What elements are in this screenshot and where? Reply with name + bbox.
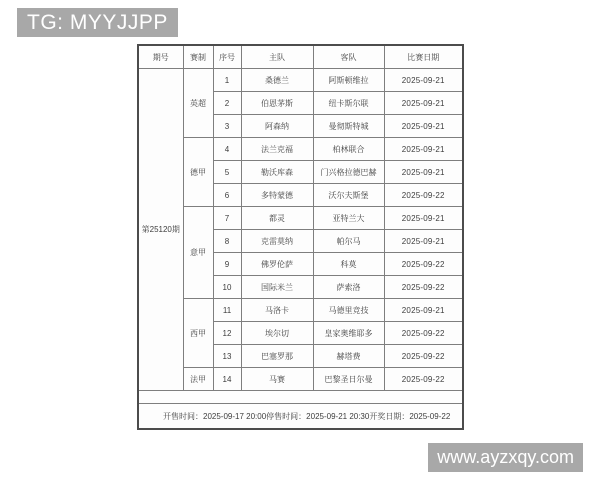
away-team-cell: 皇家奥维耶多 (313, 322, 384, 345)
league-cell-laliga: 西甲 (183, 299, 213, 368)
match-no-cell: 11 (213, 299, 241, 322)
match-row (138, 207, 463, 230)
away-team-cell: 门兴格拉德巴赫 (313, 161, 384, 184)
telegram-badge: TG: MYYJJPP (17, 8, 178, 37)
match-date-cell: 2025-09-22 (384, 276, 463, 299)
match-no-cell: 14 (213, 368, 241, 391)
match-no-cell: 4 (213, 138, 241, 161)
match-date-cell: 2025-09-21 (384, 161, 463, 184)
col-header-league: 赛制 (183, 45, 213, 69)
match-date-cell: 2025-09-22 (384, 368, 463, 391)
away-team-cell: 阿斯顿维拉 (313, 69, 384, 92)
match-date-cell: 2025-09-22 (384, 345, 463, 368)
match-date-cell: 2025-09-22 (384, 184, 463, 207)
away-team-cell: 科莫 (313, 253, 384, 276)
league-cell-seriea: 意甲 (183, 207, 213, 299)
home-team-cell: 多特蒙德 (241, 184, 313, 207)
match-row (138, 138, 463, 161)
match-date-cell: 2025-09-22 (384, 253, 463, 276)
away-team-cell: 柏林联合 (313, 138, 384, 161)
match-date-cell: 2025-09-22 (384, 322, 463, 345)
home-team-cell: 勒沃库森 (241, 161, 313, 184)
match-no-cell: 12 (213, 322, 241, 345)
home-team-cell: 佛罗伦萨 (241, 253, 313, 276)
match-date-cell: 2025-09-21 (384, 207, 463, 230)
match-date-cell: 2025-09-21 (384, 69, 463, 92)
away-team-cell: 纽卡斯尔联 (313, 92, 384, 115)
match-no-cell: 6 (213, 184, 241, 207)
col-header-period: 期号 (138, 45, 183, 69)
away-team-cell: 帕尔马 (313, 230, 384, 253)
match-no-cell: 1 (213, 69, 241, 92)
match-row (138, 69, 463, 92)
match-date-cell: 2025-09-21 (384, 115, 463, 138)
home-team-cell: 都灵 (241, 207, 313, 230)
match-date-cell: 2025-09-21 (384, 92, 463, 115)
away-team-cell: 曼彻斯特城 (313, 115, 384, 138)
stop-sale-time: 停售时间：2025-09-21 20:30 (266, 411, 370, 421)
home-team-cell: 马赛 (241, 368, 313, 391)
home-team-cell: 阿森纳 (241, 115, 313, 138)
col-header-home: 主队 (241, 45, 313, 69)
match-schedule-table (137, 44, 464, 430)
col-header-away: 客队 (313, 45, 384, 69)
home-team-cell: 法兰克福 (241, 138, 313, 161)
away-team-cell: 萨索洛 (313, 276, 384, 299)
home-team-cell: 国际米兰 (241, 276, 313, 299)
league-cell-bundesliga: 德甲 (183, 138, 213, 207)
on-sale-time: 开售时间：2025-09-17 20:00 (163, 411, 267, 421)
league-cell-ligue1: 法甲 (183, 368, 213, 391)
away-team-cell: 亚特兰大 (313, 207, 384, 230)
away-team-cell: 马德里竞技 (313, 299, 384, 322)
match-row (138, 299, 463, 322)
sale-info-cell (138, 404, 463, 430)
match-no-cell: 13 (213, 345, 241, 368)
match-no-cell: 3 (213, 115, 241, 138)
match-no-cell: 9 (213, 253, 241, 276)
away-team-cell: 赫塔费 (313, 345, 384, 368)
match-no-cell: 7 (213, 207, 241, 230)
match-no-cell: 8 (213, 230, 241, 253)
home-team-cell: 巴塞罗那 (241, 345, 313, 368)
match-row (138, 368, 463, 391)
match-date-cell: 2025-09-21 (384, 299, 463, 322)
spacer-row (138, 391, 463, 404)
away-team-cell: 沃尔夫斯堡 (313, 184, 384, 207)
col-header-date: 比赛日期 (384, 45, 463, 69)
site-watermark: www.ayzxqy.com (428, 443, 583, 472)
match-date-cell: 2025-09-21 (384, 138, 463, 161)
match-no-cell: 5 (213, 161, 241, 184)
match-date-cell: 2025-09-21 (384, 230, 463, 253)
match-no-cell: 2 (213, 92, 241, 115)
home-team-cell: 伯恩茅斯 (241, 92, 313, 115)
match-no-cell: 10 (213, 276, 241, 299)
spacer-cell (138, 391, 463, 404)
table-header-row (138, 45, 463, 69)
match-schedule-table-wrapper (137, 44, 464, 430)
home-team-cell: 克雷莫纳 (241, 230, 313, 253)
away-team-cell: 巴黎圣日尔曼 (313, 368, 384, 391)
home-team-cell: 马洛卡 (241, 299, 313, 322)
home-team-cell: 桑德兰 (241, 69, 313, 92)
league-cell-epl: 英超 (183, 69, 213, 138)
home-team-cell: 埃尔切 (241, 322, 313, 345)
draw-date: 开奖日期：2025-09-22 (369, 411, 451, 421)
col-header-no: 序号 (213, 45, 241, 69)
period-cell: 第25120期 (138, 69, 183, 391)
sale-info-row (138, 404, 463, 430)
